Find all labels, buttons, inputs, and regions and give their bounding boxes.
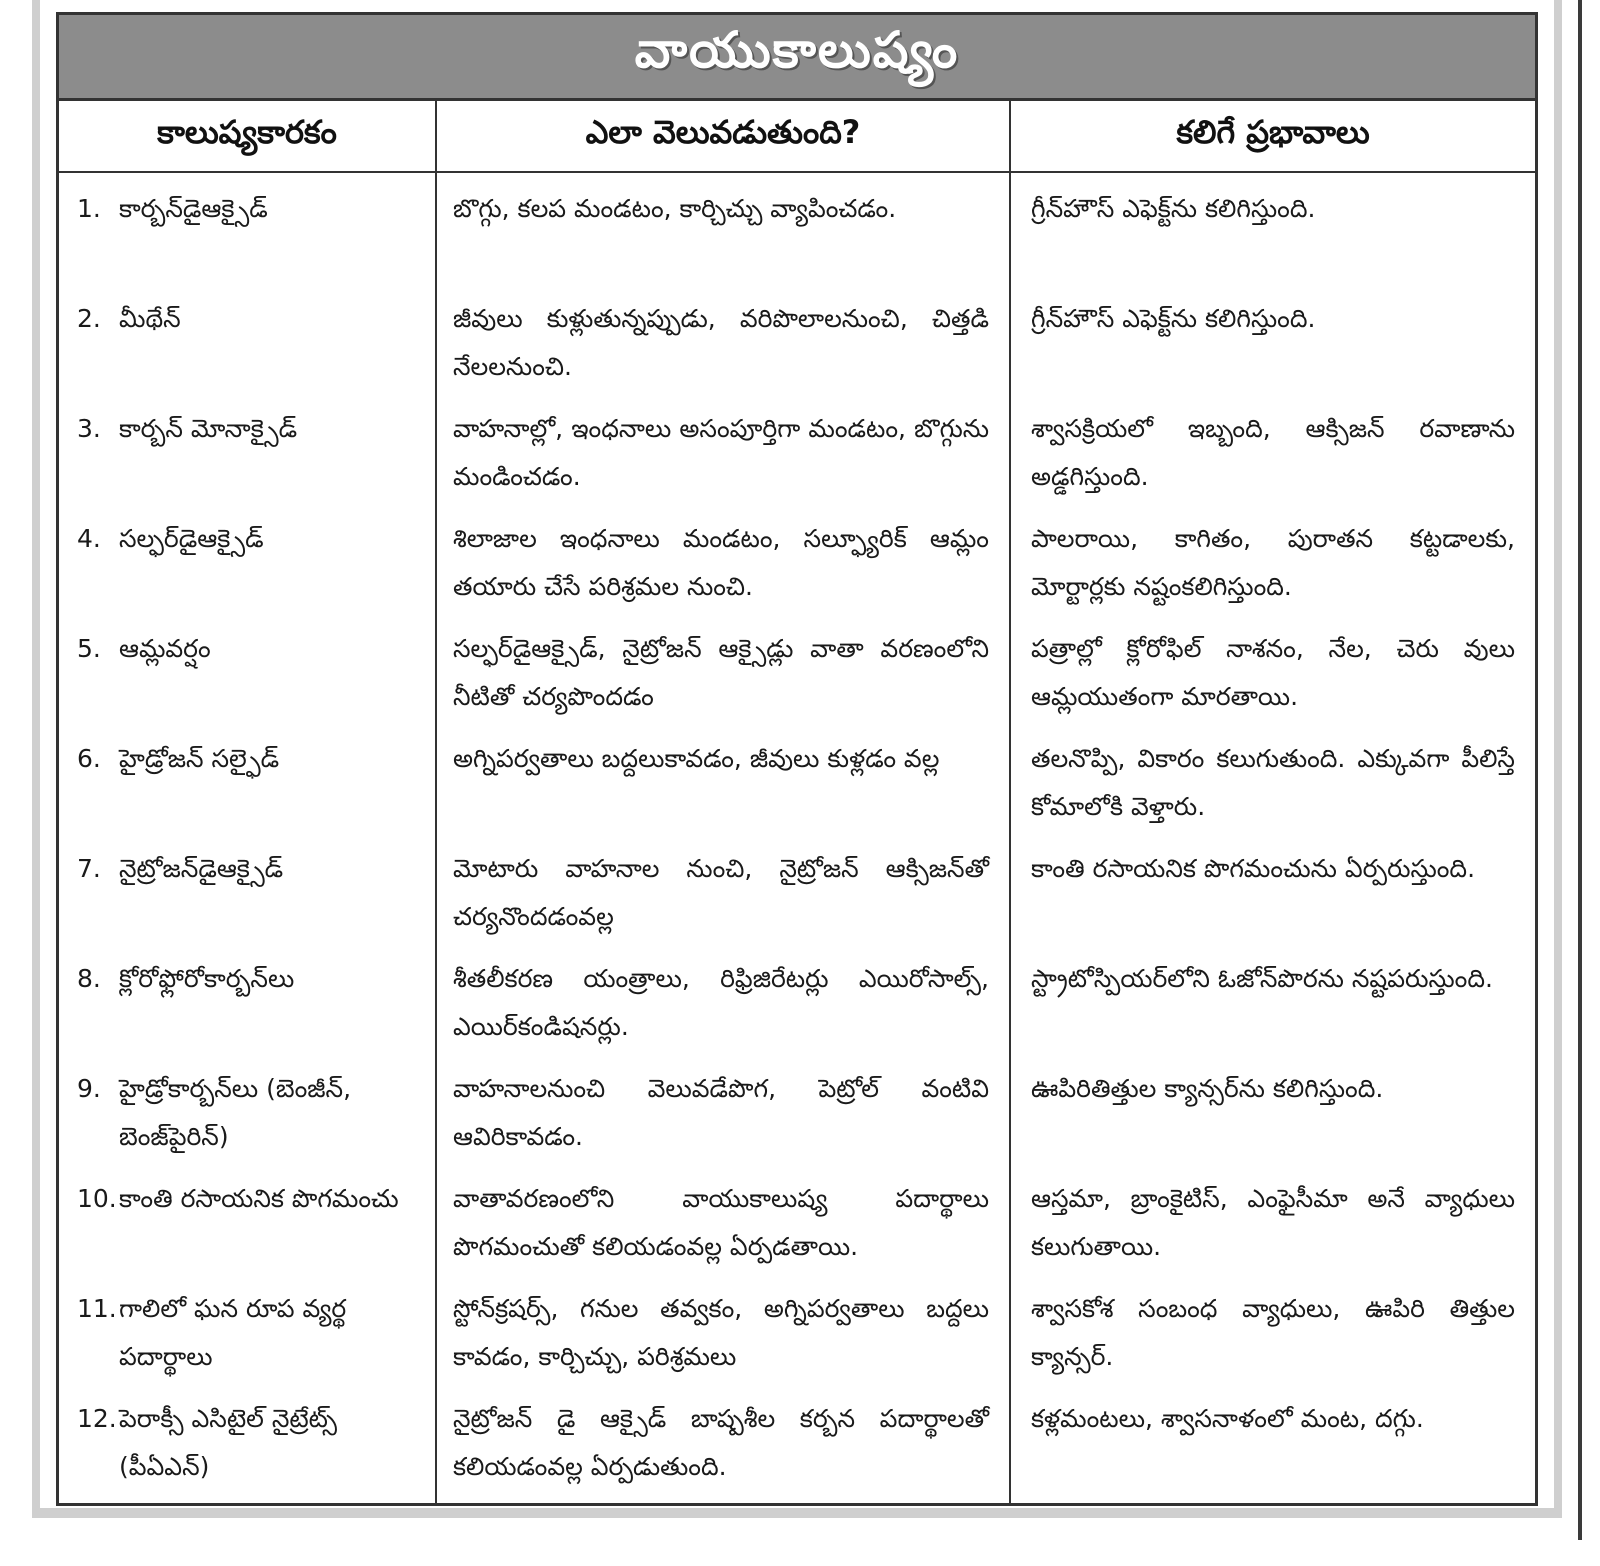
pollutant-name: ఆమ్లవర్షం (119, 634, 211, 663)
table-row (59, 1055, 1535, 1165)
pollutant-cell (59, 285, 435, 395)
source-cell: శిలాజాల ఇంధనాలు మండటం, సల్ఫ్యూరిక్ ఆమ్లం తయారు చేసే పరిశ్రమల నుంచి. (453, 524, 989, 601)
table-row (59, 1275, 1535, 1385)
effect-cell: గ్రీన్‌హౌస్ ఎఫెక్ట్‌ను కలిగిస్తుంది. (1031, 304, 1316, 333)
pollutant-name: హైడ్రోకార్బన్‌లు (బెంజీన్, బెంజ్‌పైరిన్) (119, 1074, 352, 1151)
row-number: 9. (77, 1074, 101, 1103)
pollutant-cell (59, 1385, 435, 1493)
row-number: 2. (77, 304, 101, 333)
pollutant-cell (59, 175, 435, 285)
pollutant-name: హైడ్రోజన్ సల్ఫైడ్ (119, 744, 280, 773)
source-cell: స్టోన్‌క్రషర్స్, గనుల తవ్వకం, అగ్నిపర్వతాలు బద్దలు కావడం, కార్చిచ్చు, పరిశ్రమలు (453, 1294, 989, 1371)
source-cell: వాహనాల్లో, ఇంధనాలు అసంపూర్తిగా మండటం, బొగ్గును మండించడం. (453, 414, 989, 491)
effect-cell: కాంతి రసాయనిక పొగమంచును ఏర్పరుస్తుంది. (1031, 854, 1476, 883)
table-row (59, 505, 1535, 615)
pollutant-name: నైట్రోజన్‌డైఆక్సైడ్ (119, 854, 284, 883)
table-body (59, 175, 1535, 1493)
air-pollution-table (56, 12, 1538, 1506)
source-cell: సల్ఫర్‌డైఆక్సైడ్, నైట్రోజన్ ఆక్సైడ్లు వాతా వరణంలోని నీటితో చర్యపొందడం (453, 634, 989, 711)
pollutant-name: మీథేన్ (119, 304, 181, 333)
effect-cell: పత్రాల్లో క్లోరోఫిల్ నాశనం, నేల, చెరు వులు ఆమ్లయుతంగా మారతాయి. (1031, 634, 1515, 711)
pollutant-cell (59, 615, 435, 725)
source-cell: అగ్నిపర్వతాలు బద్దలుకావడం, జీవులు కుళ్లడం వల్ల (453, 744, 940, 773)
row-number: 11. (77, 1294, 117, 1323)
effect-cell: ఊపిరితిత్తుల క్యాన్సర్‌ను కలిగిస్తుంది. (1031, 1074, 1384, 1103)
pollutant-cell (59, 1055, 435, 1165)
row-number: 7. (77, 854, 101, 883)
source-cell: వాతావరణంలోని వాయుకాలుష్య పదార్థాలు పొగమంచుతో కలియడంవల్ల ఏర్పడతాయి. (453, 1184, 989, 1261)
pollutant-name: సల్ఫర్‌డైఆక్సైడ్ (119, 524, 264, 553)
table-title-bar (59, 15, 1535, 101)
effect-cell: పాలరాయి, కాగితం, పురాతన కట్టడాలకు, మోర్టార్లకు నష్టంకలిగిస్తుంది. (1031, 524, 1515, 601)
pollutant-cell (59, 1275, 435, 1385)
row-number: 12. (77, 1404, 117, 1433)
source-cell: బొగ్గు, కలప మండటం, కార్చిచ్చు వ్యాపించడం. (453, 194, 897, 223)
header-row (59, 101, 1535, 173)
row-number: 8. (77, 964, 101, 993)
source-cell: శీతలీకరణ యంత్రాలు, రిఫ్రిజిరేటర్లు ఎయిరోసాల్స్, ఎయిర్‌కండిషనర్లు. (453, 964, 989, 1041)
source-cell: మోటారు వాహనాల నుంచి, నైట్రోజన్ ఆక్సిజన్‌తో చర్యనొందడంవల్ల (453, 854, 989, 931)
table-row (59, 1165, 1535, 1275)
pollutant-name: కార్బన్ మోనాక్సైడ్ (119, 414, 298, 443)
effect-cell: శ్వాసక్రియలో ఇబ్బంది, ఆక్సిజన్ రవాణాను అడ్డగిస్తుంది. (1031, 414, 1515, 491)
pollutant-name: పెరాక్సీ ఎసిటైల్ నైట్రేట్స్ (పీఏఎన్) (119, 1404, 338, 1481)
row-number: 5. (77, 634, 101, 663)
header-source: ఎలా వెలువడుతుంది? (585, 113, 861, 151)
pollutant-cell (59, 1165, 435, 1275)
pollutant-cell (59, 395, 435, 505)
row-number: 6. (77, 744, 101, 773)
table-row (59, 395, 1535, 505)
source-cell: నైట్రోజన్ డై ఆక్సైడ్ బాష్పశీల కర్బన పదార్థాలతో కలియడంవల్ల ఏర్పడుతుంది. (453, 1404, 989, 1481)
effect-cell: శ్వాసకోశ సంబంధ వ్యాధులు, ఊపిరి తిత్తుల క్యాన్సర్. (1031, 1294, 1515, 1371)
effect-cell: స్ట్రాటోస్పియర్‌లోని ఓజోన్‌పొరను నష్టపరుస్తుంది. (1031, 964, 1493, 993)
table-title: వాయుకాలుష్యం (634, 21, 960, 79)
pollutant-name: కాంతి రసాయనిక పొగమంచు (119, 1184, 399, 1213)
table-row (59, 835, 1535, 945)
effect-cell: గ్రీన్‌హౌస్ ఎఫెక్ట్‌ను కలిగిస్తుంది. (1031, 194, 1316, 223)
pollutant-cell (59, 505, 435, 615)
pollutant-cell (59, 945, 435, 1055)
row-number: 3. (77, 414, 101, 443)
table-row (59, 945, 1535, 1055)
table-row (59, 1385, 1535, 1493)
pollutant-cell (59, 835, 435, 945)
table-row (59, 615, 1535, 725)
effect-cell: తలనొప్పి, వికారం కలుగుతుంది. ఎక్కువగా పీలిస్తే కోమాలోకి వెళ్తారు. (1031, 744, 1515, 821)
pollutant-name: గాలిలో ఘన రూప వ్యర్థ పదార్థాలు (119, 1294, 347, 1371)
row-number: 1. (77, 194, 101, 223)
header-pollutant: కాలుష్యకారకం (157, 113, 337, 151)
source-cell: వాహనాలనుంచి వెలువడేపొగ, పెట్రోల్ వంటివి ఆవిరికావడం. (453, 1074, 989, 1151)
pollutant-name: క్లోరోఫ్లోరోకార్బన్‌లు (119, 964, 295, 993)
table-row (59, 725, 1535, 835)
pollutant-cell (59, 725, 435, 835)
table-row (59, 285, 1535, 395)
row-number: 10. (77, 1184, 117, 1213)
effect-cell: కళ్లమంటలు, శ్వాసనాళంలో మంట, దగ్గు. (1031, 1404, 1424, 1433)
row-number: 4. (77, 524, 101, 553)
column-divider-rule (1578, 0, 1582, 1540)
header-effect: కలిగే ప్రభావాలు (1176, 113, 1370, 151)
source-cell: జీవులు కుళ్లుతున్నప్పుడు, వరిపొలాలనుంచి, చిత్తడి నేలలనుంచి. (453, 304, 989, 381)
effect-cell: ఆస్తమా, బ్రాంకైటిస్, ఎంఫైసీమా అనే వ్యాధులు కలుగుతాయి. (1031, 1184, 1515, 1261)
pollutant-name: కార్బన్‌డైఆక్సైడ్ (119, 194, 268, 223)
table-row (59, 175, 1535, 285)
